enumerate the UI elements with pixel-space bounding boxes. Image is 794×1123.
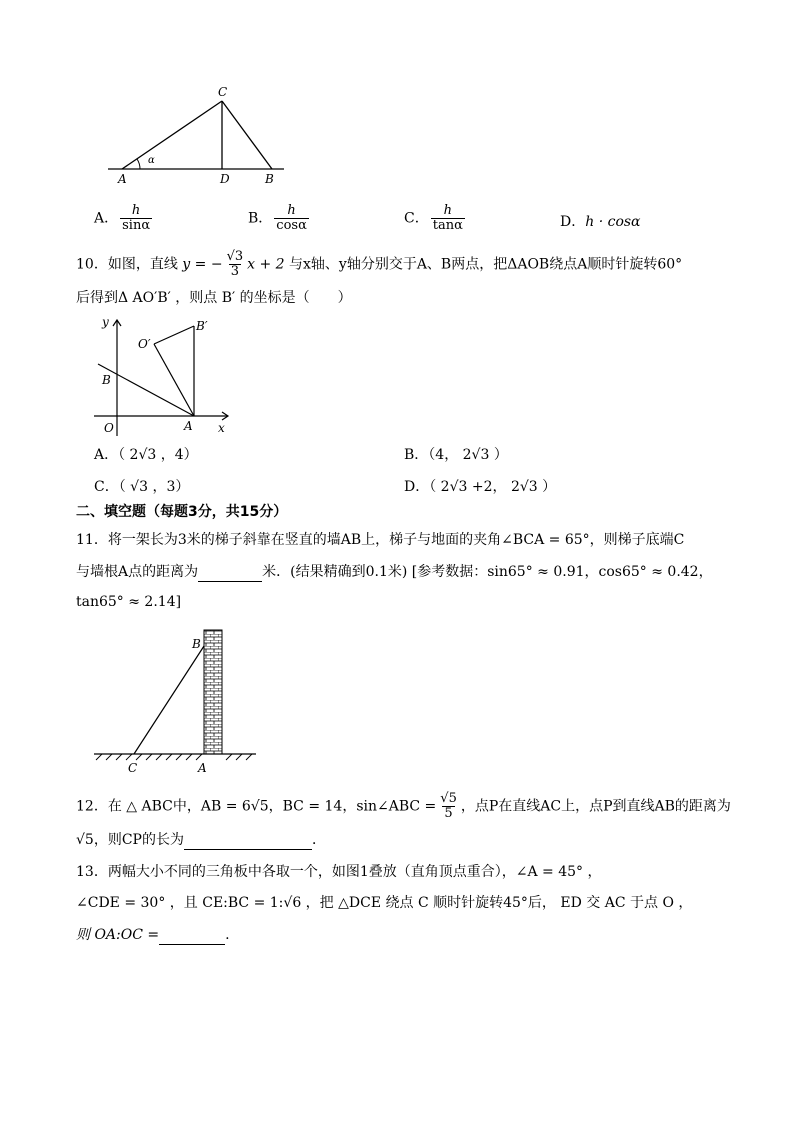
- q9-option-c: C． $\frac{h}{\tan\alpha}$: [404, 203, 463, 233]
- label-x: x: [218, 421, 225, 435]
- label-B: B: [192, 637, 201, 651]
- q12-answer-blank[interactable]: [184, 833, 312, 850]
- q13-line3: 则 OA:OC = .: [76, 927, 230, 943]
- section-fill-in-heading: 二、填空题（每题3分，共15分）: [76, 504, 288, 520]
- label-A: A: [184, 419, 193, 433]
- coordinate-figure: [90, 312, 240, 440]
- label-B-prime: B′: [196, 319, 208, 333]
- label-A: A: [198, 761, 207, 774]
- q11-line1: 11．将一架长为3米的梯子斜靠在竖直的墙AB上，梯子与地面的夹角∠BCA = 65°，则梯子底端C: [76, 532, 685, 548]
- ladder-wall-figure: [90, 622, 260, 774]
- triangle-figure: [100, 84, 300, 190]
- q11-line3: tan65° ≈ 2.14]: [76, 594, 182, 610]
- q9-option-b: B． $\frac{h}{\cos\alpha}$: [248, 203, 307, 233]
- q10-option-d: D．（ 2√3 +2， 2√3 ）: [404, 479, 557, 495]
- label-O: O: [104, 421, 114, 435]
- label-D: D: [220, 172, 230, 186]
- q9-option-a: A． $\frac{h}{\sin\alpha}$: [94, 203, 151, 233]
- label-y: y: [102, 315, 109, 329]
- q10-option-a: A．（ 2√3 ，4）: [94, 447, 198, 463]
- q13-answer-blank[interactable]: [159, 928, 225, 945]
- q13-line2: ∠CDE = 30° ，且 CE:BC = 1:√6 ，把 △DCE 绕点 C 顺时针旋转45°后， ED 交 AC 于点 O ，: [76, 895, 693, 911]
- label-C: C: [128, 761, 138, 774]
- q13-line1: 13．两幅大小不同的三角板中各取一个，如图1叠放（直角顶点重合），∠A = 45° ，: [76, 864, 602, 880]
- label-B: B: [265, 172, 274, 186]
- label-alpha: α: [148, 155, 155, 166]
- q12-line2: √5，则CP的长为 ．: [76, 832, 326, 848]
- q10-option-c: C．（ √3 ，3）: [94, 479, 190, 495]
- q9-option-d: D．h · cosα: [560, 214, 641, 230]
- q10-line2: 后得到Δ AO′B′ ，则点 B′ 的坐标是（ ）: [76, 290, 352, 306]
- label-A: A: [118, 172, 127, 186]
- q10-line1: 10．如图，直线 y = − $\frac{√3}{3}$ x + 2 与x轴、y轴分别交于A、B两点，把ΔAOB绕点A顺时针旋转60°: [76, 249, 683, 279]
- label-O-prime: O′: [138, 337, 151, 351]
- label-C: C: [218, 85, 228, 99]
- label-B: B: [102, 373, 111, 387]
- q11-line2: 与墙根A点的距离为 米．(结果精确到0.1米) [参考数据：sin65° ≈ 0.91，cos65° ≈ 0.42，: [76, 564, 713, 580]
- q12-line1: 12．在 △ ABC中，AB = 6√5，BC = 14，sin∠ABC = $\frac{√5}{5}$ ，点P在直线AC上，点P到直线AB的距离为: [76, 791, 731, 821]
- q11-answer-blank[interactable]: [198, 565, 262, 582]
- q10-option-b: B．（4， 2√3 ）: [404, 447, 508, 463]
